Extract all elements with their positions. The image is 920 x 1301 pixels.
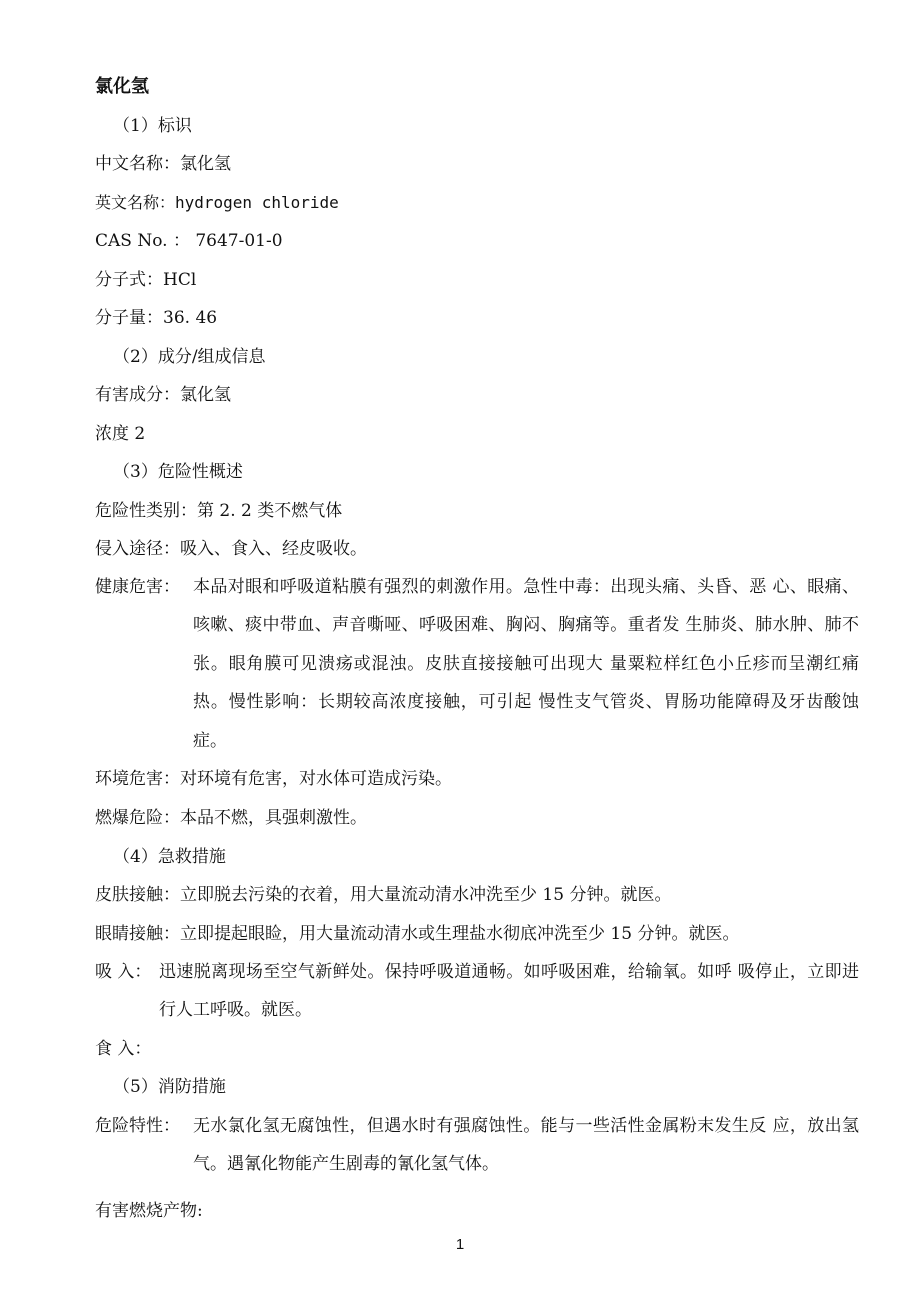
section-heading-composition: （2）成分/组成信息 — [113, 347, 266, 367]
section-heading-first-aid: （4）急救措施 — [113, 847, 226, 867]
eye-contact: 眼睛接触：立即提起眼睑，用大量流动清水或生理盐水彻底冲洗至少 15 分钟。就医。 — [95, 924, 740, 944]
section-heading-hazards: （3）危险性概述 — [113, 462, 243, 482]
document-title: 氯化氢 — [95, 76, 149, 97]
molecular-formula: 分子式：HCl — [95, 270, 197, 290]
section-heading-identification: （1）标识 — [113, 116, 192, 136]
hazardous-component: 有害成分：氯化氢 — [95, 385, 231, 405]
molecular-weight: 分子量：36. 46 — [95, 308, 218, 328]
inhalation-label: 吸 入： — [95, 962, 152, 982]
page-number: 1 — [455, 1236, 465, 1253]
environmental-hazard: 环境危害：对环境有危害，对水体可造成污染。 — [95, 769, 452, 789]
explosion-hazard: 燃爆危险：本品不燃，具强刺激性。 — [95, 808, 367, 828]
inhalation-paragraph — [95, 953, 859, 1030]
combustion-products: 有害燃烧产物: — [95, 1201, 203, 1221]
fire-hazard-paragraph — [95, 1107, 859, 1184]
inhalation-text-content: 迅速脱离现场至空气新鲜处。保持呼吸道通畅。如呼吸困难，给输氧。如呼 吸停止，立即进行人工呼吸。就医。 — [159, 962, 859, 1021]
fire-hazard-label: 危险特性： — [95, 1116, 180, 1136]
ingestion: 食 入： — [95, 1039, 152, 1059]
skin-contact: 皮肤接触：立即脱去污染的衣着，用大量流动清水冲洗至少 15 分钟。就医。 — [95, 885, 672, 905]
chinese-name: 中文名称：氯化氢 — [95, 154, 231, 174]
inhalation-text — [159, 953, 859, 1030]
english-name: 英文名称：hydrogen chloride — [95, 193, 339, 212]
concentration: 浓度 2 — [95, 424, 146, 444]
health-hazard-paragraph — [95, 568, 859, 760]
health-hazard-text: 本品对眼和呼吸道粘膜有强烈的刺激作用。急性中毒：出现头痛、头昏、恶 心、眼痛、咳嗽、痰中带血、声音嘶哑、呼吸困难、胸闷、胸痛等。重者发 生肺炎、肺水肿、肺不张。眼角膜可见溃疡或混浊。皮肤直接接触可出现大 量粟粒样红色小丘疹而呈潮红痛热。慢性影响：长期较高浓度接触，可引起 慢性支气管炎、胃肠功能障碍及牙齿酸蚀症。 — [193, 577, 859, 751]
hazard-class: 危险性类别：第 2. 2 类不燃气体 — [95, 501, 343, 521]
entry-route: 侵入途径：吸入、食入、经皮吸收。 — [95, 539, 367, 559]
fire-hazard-text: 无水氯化氢无腐蚀性，但遇水时有强腐蚀性。能与一些活性金属粉末发生反 应，放出氢气。遇氰化物能产生剧毒的氰化氢气体。 — [193, 1116, 859, 1175]
section-heading-firefighting: （5）消防措施 — [113, 1077, 226, 1097]
cas-number: CAS No. ： 7647-01-0 — [95, 231, 283, 251]
health-hazard-label: 健康危害： — [95, 577, 180, 597]
